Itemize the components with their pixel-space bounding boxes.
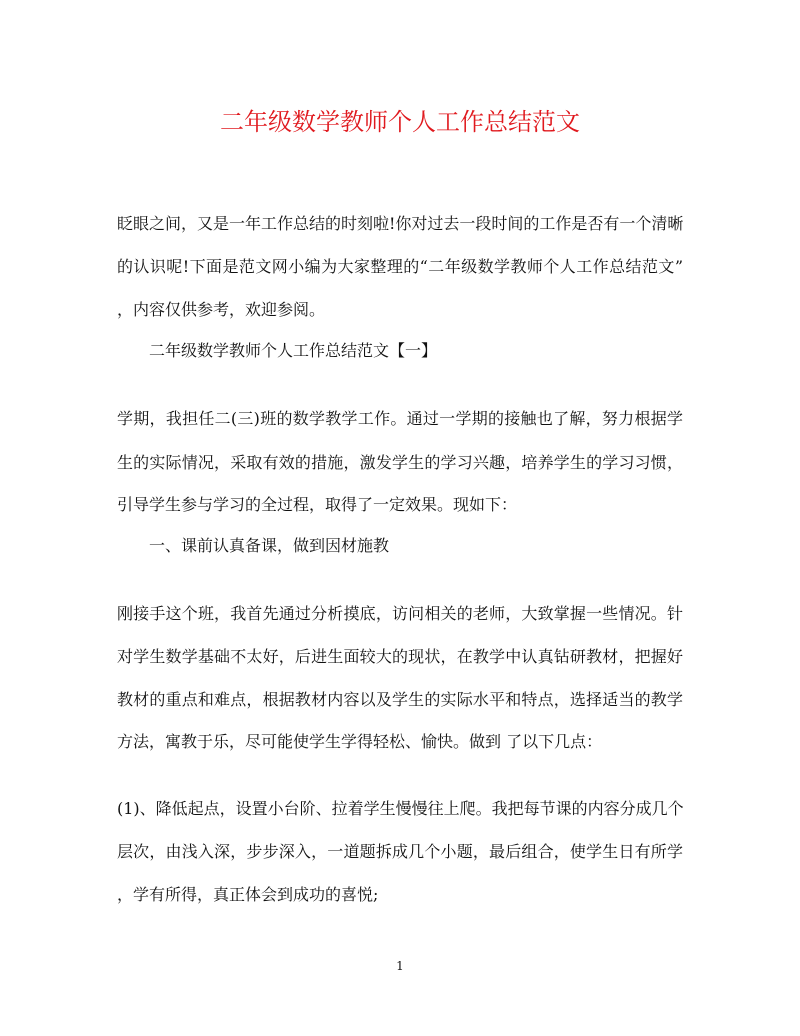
page-number: 1 bbox=[396, 959, 404, 973]
paragraph-line: 刚接手这个班，我首先通过分析摸底，访问相关的老师，大致掌握一些情况。针 bbox=[117, 604, 683, 623]
paragraph-line: 学期，我担任二(三)班的数学教学工作。通过一学期的接触也了解，努力根据学 bbox=[117, 409, 683, 428]
paragraph-line: ，学有所得，真正体会到成功的喜悦; bbox=[117, 885, 379, 904]
paragraph-line: 方法，寓教于乐，尽可能使学生学得轻松、愉快。做到 了以下几点： bbox=[117, 732, 603, 751]
paragraph-line: 对学生数学基础不太好，后进生面较大的现状，在教学中认真钻研教材，把握好 bbox=[117, 647, 683, 666]
paragraph-line: 眨眼之间，又是一年工作总结的时刻啦!你对过去一段时间的工作是否有一个清晰 bbox=[117, 214, 684, 233]
paragraph-line: ，内容仅供参考，欢迎参阅。 bbox=[117, 300, 326, 319]
paragraph-line: 层次，由浅入深，步步深入，一道题拆成几个小题，最后组合，使学生日有所学 bbox=[117, 842, 683, 861]
paragraph-line: 的认识呢!下面是范文网小编为大家整理的“二年级数学教师个人工作总结范文” bbox=[117, 257, 683, 276]
paragraph-line: (1)、降低起点，设置小台阶、拉着学生慢慢往上爬。我把每节课的内容分成几个 bbox=[117, 799, 684, 818]
paragraph-line: 生的实际情况，采取有效的措施，激发学生的学习兴趣，培养学生的学习习惯， bbox=[117, 453, 683, 472]
document-title: 二年级数学教师个人工作总结范文 bbox=[220, 108, 580, 136]
section-heading: 一、课前认真备课，做到因材施教 bbox=[149, 536, 390, 555]
paragraph-line: 教材的重点和难点，根据教材内容以及学生的实际水平和特点，选择适当的教学 bbox=[117, 690, 683, 709]
section-heading: 二年级数学教师个人工作总结范文【一】 bbox=[149, 341, 438, 360]
paragraph-line: 引导学生参与学习的全过程，取得了一定效果。现如下： bbox=[117, 495, 518, 514]
